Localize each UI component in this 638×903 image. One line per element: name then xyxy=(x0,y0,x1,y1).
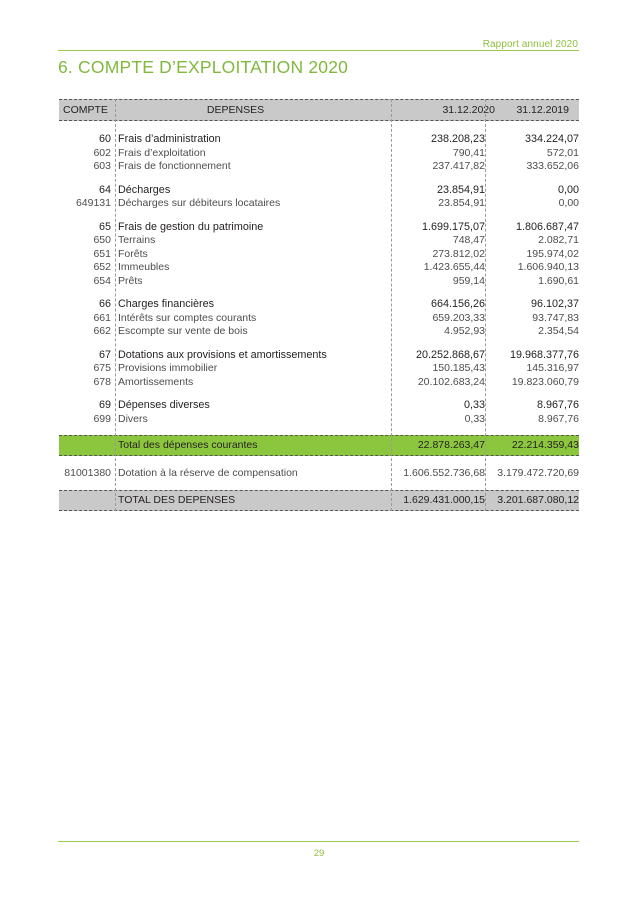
account-label: Frais d’exploitation xyxy=(118,146,206,159)
value-2019: 1.806.687,47 xyxy=(515,220,579,233)
value-2020: 659.203,33 xyxy=(432,311,485,324)
group-row xyxy=(59,221,579,235)
account-label: Terrains xyxy=(118,234,156,246)
expense-table xyxy=(59,99,579,511)
account-code: 66 xyxy=(98,298,111,310)
col-header-compte: COMPTE xyxy=(63,104,108,116)
account-label: Frais de gestion du patrimoine xyxy=(118,220,264,233)
value-2019: 0,00 xyxy=(558,197,579,209)
value-2019: 145.316,97 xyxy=(526,362,579,374)
column-separator xyxy=(115,99,116,511)
value-2020: 23.854,91 xyxy=(438,197,485,209)
row-spacer xyxy=(59,174,579,184)
group-row xyxy=(59,349,579,363)
grand-total-row xyxy=(59,490,579,511)
value-2020: 1.699.175,07 xyxy=(421,220,485,233)
account-code: 603 xyxy=(93,160,111,172)
item-row xyxy=(59,248,579,262)
row-spacer xyxy=(59,426,579,435)
page-title: 6. COMPTE D’EXPLOITATION 2020 xyxy=(58,57,349,77)
table-header-row xyxy=(59,99,579,121)
item-row xyxy=(59,275,579,289)
value-2019: 93.747,83 xyxy=(532,311,579,324)
column-separator xyxy=(485,99,486,511)
value-2020: 748,47 xyxy=(452,234,485,246)
value-2020: 20.102.683,24 xyxy=(417,375,485,388)
value-2019: 334.224,07 xyxy=(524,133,579,145)
item-row xyxy=(59,261,579,275)
account-label: Intérêts sur comptes courants xyxy=(118,311,257,324)
account-code: 654 xyxy=(93,274,111,287)
item-row xyxy=(59,197,579,211)
account-label: Charges financières xyxy=(118,298,215,310)
col-header-2020: 31.12.2020 xyxy=(442,104,495,116)
value-2020: 20.252.868,67 xyxy=(415,348,485,361)
row-spacer xyxy=(59,389,579,399)
value-2020: 150.185,43 xyxy=(432,362,485,374)
item-row xyxy=(59,312,579,326)
value-2020: 1.423.655,44 xyxy=(423,261,485,273)
col-header-2019: 31.12.2019 xyxy=(516,104,569,116)
account-code: 675 xyxy=(93,362,111,374)
account-label: Divers xyxy=(118,412,148,425)
account-label: Provisions immobilier xyxy=(118,362,218,374)
total-current-row xyxy=(59,435,579,456)
value-2019: 1.606.940,13 xyxy=(517,261,579,273)
account-label: Décharges xyxy=(118,183,171,196)
value-2020: 1.606.552.736,68 xyxy=(403,467,485,479)
account-code: 678 xyxy=(93,375,111,388)
account-label: Frais de fonctionnement xyxy=(118,160,231,172)
account-code: 661 xyxy=(93,311,111,324)
value-2019: 19.823.060,79 xyxy=(511,375,579,388)
value-2019: 195.974,02 xyxy=(526,247,579,260)
value-2019: 2.082,71 xyxy=(538,234,579,246)
item-row xyxy=(59,325,579,339)
item-row xyxy=(59,234,579,248)
col-header-depenses: DEPENSES xyxy=(206,104,265,116)
value-2020: 237.417,82 xyxy=(432,160,485,172)
value-2019: 3.179.472.720,69 xyxy=(497,467,579,479)
row-spacer xyxy=(59,121,579,133)
value-2019: 22.214.359,43 xyxy=(511,439,579,451)
account-code: 602 xyxy=(93,146,111,159)
item-row xyxy=(59,376,579,390)
value-2019: 96.102,37 xyxy=(530,298,579,310)
report-header: Rapport annuel 2020 xyxy=(482,39,578,50)
account-label: Forêts xyxy=(118,247,148,260)
account-label: Escompte sur vente de bois xyxy=(118,325,248,337)
account-label: Immeubles xyxy=(118,261,170,273)
account-label: Dotation à la réserve de compensation xyxy=(118,467,298,479)
value-2020: 23.854,91 xyxy=(436,183,485,196)
value-2019: 19.968.377,76 xyxy=(509,348,579,361)
value-2020: 0,33 xyxy=(464,412,485,425)
account-code: 699 xyxy=(93,412,111,425)
account-code: 649131 xyxy=(75,197,111,209)
value-2019: 1.690,61 xyxy=(538,274,579,287)
value-2020: 4.952,93 xyxy=(444,325,485,337)
dotation-row xyxy=(59,462,579,484)
account-label: TOTAL DES DEPENSES xyxy=(118,494,236,506)
value-2019: 572,01 xyxy=(546,146,579,159)
footer-divider xyxy=(58,841,579,842)
account-code: 60 xyxy=(98,133,111,145)
account-code: 64 xyxy=(98,183,111,196)
value-2020: 0,33 xyxy=(463,399,485,411)
item-row xyxy=(59,147,579,161)
column-separator xyxy=(391,99,392,511)
account-code: 652 xyxy=(93,261,111,273)
account-label: Frais d’administration xyxy=(118,133,221,145)
account-label: Prêts xyxy=(118,274,143,287)
value-2019: 2.354,54 xyxy=(538,325,579,337)
value-2019: 333.652,06 xyxy=(526,160,579,172)
value-2020: 273.812,02 xyxy=(432,247,485,260)
value-2020: 790,41 xyxy=(452,146,485,159)
value-2019: 3.201.687.080,12 xyxy=(497,494,579,506)
account-label: Dotations aux provisions et amortissements xyxy=(118,348,327,361)
account-label: Dépenses diverses xyxy=(118,399,210,411)
account-label: Amortissements xyxy=(118,375,194,388)
account-label: Total des dépenses courantes xyxy=(118,439,258,451)
account-code: 67 xyxy=(98,348,111,361)
value-2020: 1.629.431.000,15 xyxy=(403,494,485,506)
value-2019: 8.967,76 xyxy=(538,412,579,425)
value-2019: 8.967,76 xyxy=(536,399,579,411)
account-code: 651 xyxy=(93,247,111,260)
group-row xyxy=(59,133,579,147)
row-spacer xyxy=(59,339,579,349)
table-body xyxy=(59,121,579,511)
account-code: 69 xyxy=(98,399,111,411)
account-code: 65 xyxy=(98,220,111,233)
value-2019: 0,00 xyxy=(557,183,579,196)
row-spacer xyxy=(59,288,579,298)
header-divider xyxy=(58,50,579,51)
value-2020: 238.208,23 xyxy=(430,133,485,145)
group-row xyxy=(59,399,579,413)
group-row xyxy=(59,298,579,312)
item-row xyxy=(59,362,579,376)
page-number: 29 xyxy=(313,848,325,859)
account-label: Décharges sur débiteurs locataires xyxy=(118,197,281,209)
item-row xyxy=(59,413,579,427)
value-2020: 959,14 xyxy=(452,274,485,287)
value-2020: 664.156,26 xyxy=(430,298,485,310)
account-code: 650 xyxy=(93,234,111,246)
value-2020: 22.878.263,47 xyxy=(417,439,485,451)
item-row xyxy=(59,160,579,174)
row-spacer xyxy=(59,211,579,221)
account-code: 81001380 xyxy=(64,467,111,479)
group-row xyxy=(59,184,579,198)
account-code: 662 xyxy=(93,325,111,337)
